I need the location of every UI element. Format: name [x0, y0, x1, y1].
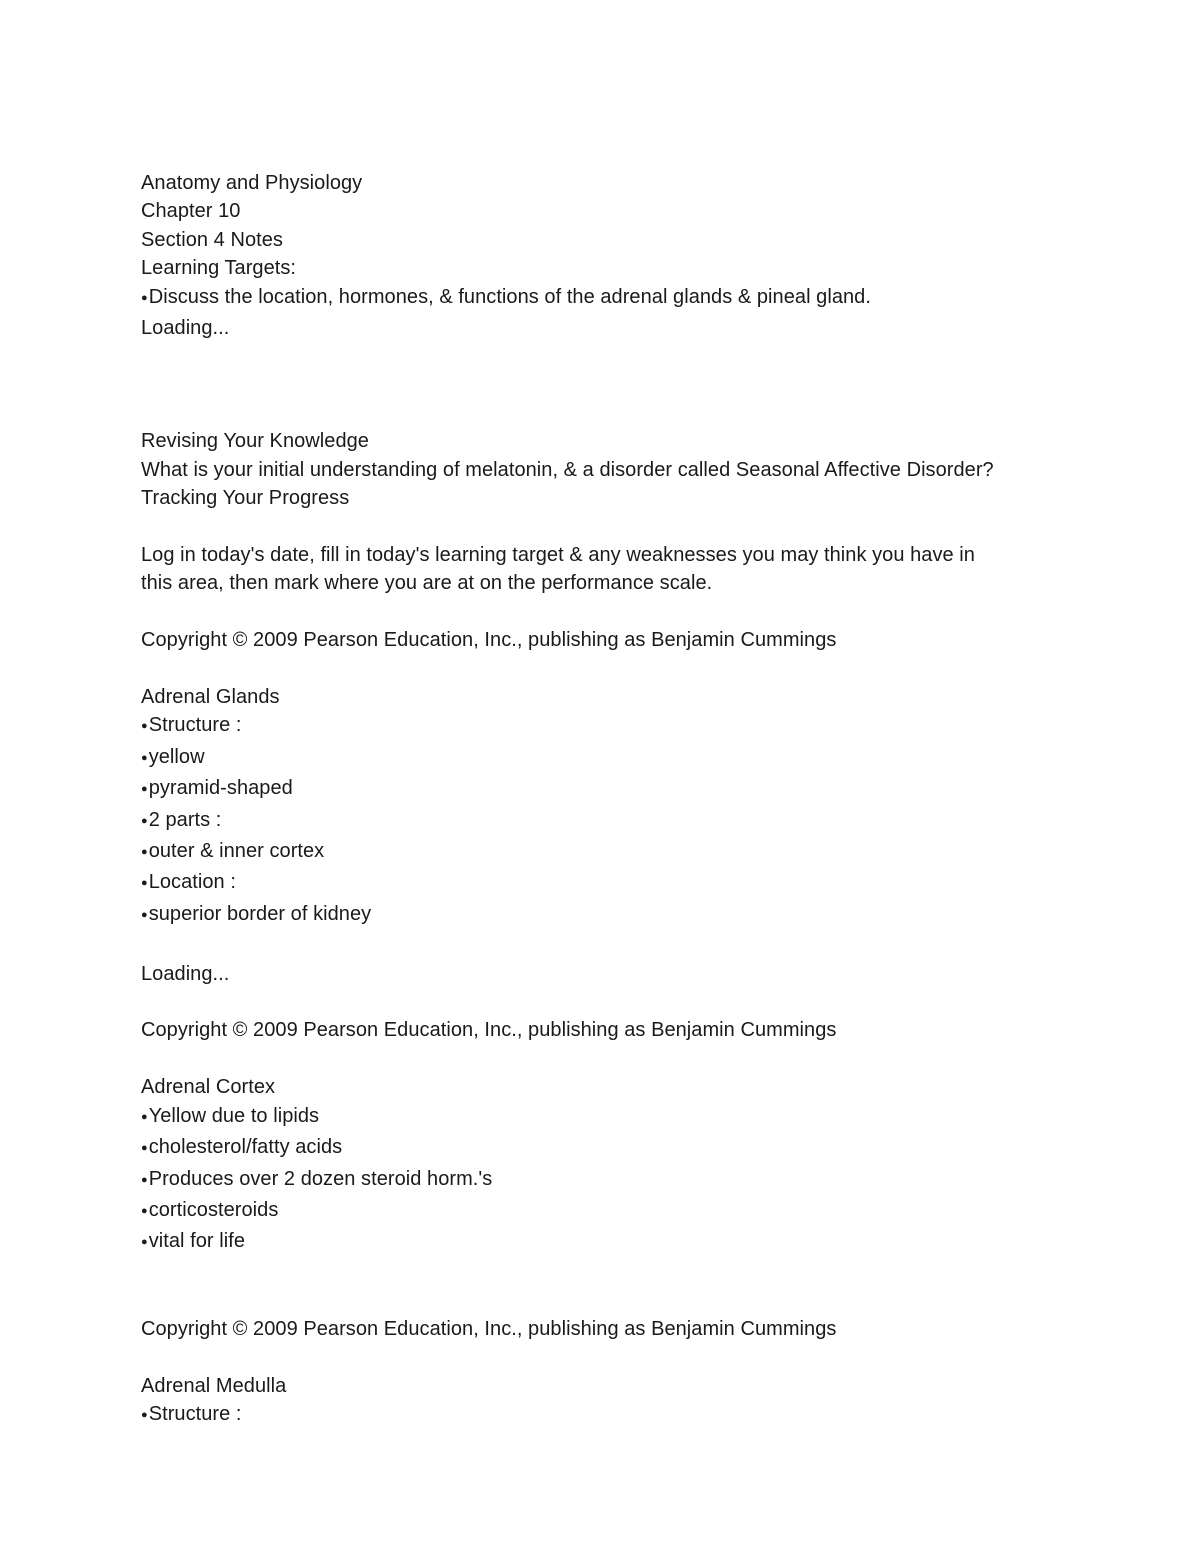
list-item: ● Yellow due to lipids: [141, 1102, 1101, 1133]
list-item: ● superior border of kidney: [141, 900, 1101, 931]
spacer: [141, 598, 1101, 626]
learning-targets-heading: Learning Targets:: [141, 257, 297, 280]
list-item: ● corticosteroids: [141, 1196, 1101, 1227]
list-item: ● pyramid-shaped: [141, 774, 1101, 805]
spacer: [141, 931, 1101, 959]
list-item: ● Structure :: [141, 711, 1101, 742]
list-item: ● outer & inner cortex: [141, 837, 1101, 868]
revising-question: What is your initial understanding of melatonin, & a disorder called Seasonal Affective Disorder?: [141, 458, 994, 481]
adrenal-medulla-heading: Adrenal Medulla: [141, 1374, 287, 1397]
list-item: ● Location :: [141, 868, 1101, 899]
learning-target-item: ● Discuss the location, hormones, & functions of the adrenal glands & pineal gland.: [141, 283, 1101, 314]
loading-text: Loading...: [141, 317, 230, 340]
list-item: ● cholesterol/fatty acids: [141, 1133, 1101, 1164]
spacer: [141, 513, 1101, 541]
spacer: [141, 342, 1101, 427]
chapter-label: Chapter 10: [141, 200, 241, 223]
revising-heading: Revising Your Knowledge: [141, 430, 369, 453]
adrenal-cortex-heading: Adrenal Cortex: [141, 1076, 276, 1099]
spacer: [141, 1259, 1101, 1315]
course-title: Anatomy and Physiology: [141, 172, 363, 194]
spacer: [141, 988, 1101, 1016]
list-item: ● yellow: [141, 743, 1101, 774]
list-item: ● vital for life: [141, 1227, 1101, 1258]
spacer: [141, 1343, 1101, 1371]
list-item: ● 2 parts :: [141, 806, 1101, 837]
list-item: ● Structure :: [141, 1400, 1101, 1431]
document-page: [141, 169, 1101, 1431]
tracking-instructions-line: this area, then mark where you are at on the performance scale.: [141, 572, 713, 595]
list-item: ● Produces over 2 dozen steroid horm.'s: [141, 1165, 1101, 1196]
spacer: [141, 655, 1101, 683]
copyright-notice: Copyright © 2009 Pearson Education, Inc., publishing as Benjamin Cummings: [141, 1317, 837, 1340]
tracking-instructions-line: Log in today's date, fill in today's learning target & any weaknesses you may think you have in: [141, 544, 975, 567]
tracking-heading: Tracking Your Progress: [141, 487, 350, 510]
loading-text: Loading...: [141, 962, 230, 985]
section-label: Section 4 Notes: [141, 228, 283, 251]
spacer: [141, 1045, 1101, 1073]
copyright-notice: Copyright © 2009 Pearson Education, Inc., publishing as Benjamin Cummings: [141, 629, 837, 652]
copyright-notice: Copyright © 2009 Pearson Education, Inc., publishing as Benjamin Cummings: [141, 1019, 837, 1042]
adrenal-glands-heading: Adrenal Glands: [141, 686, 280, 709]
